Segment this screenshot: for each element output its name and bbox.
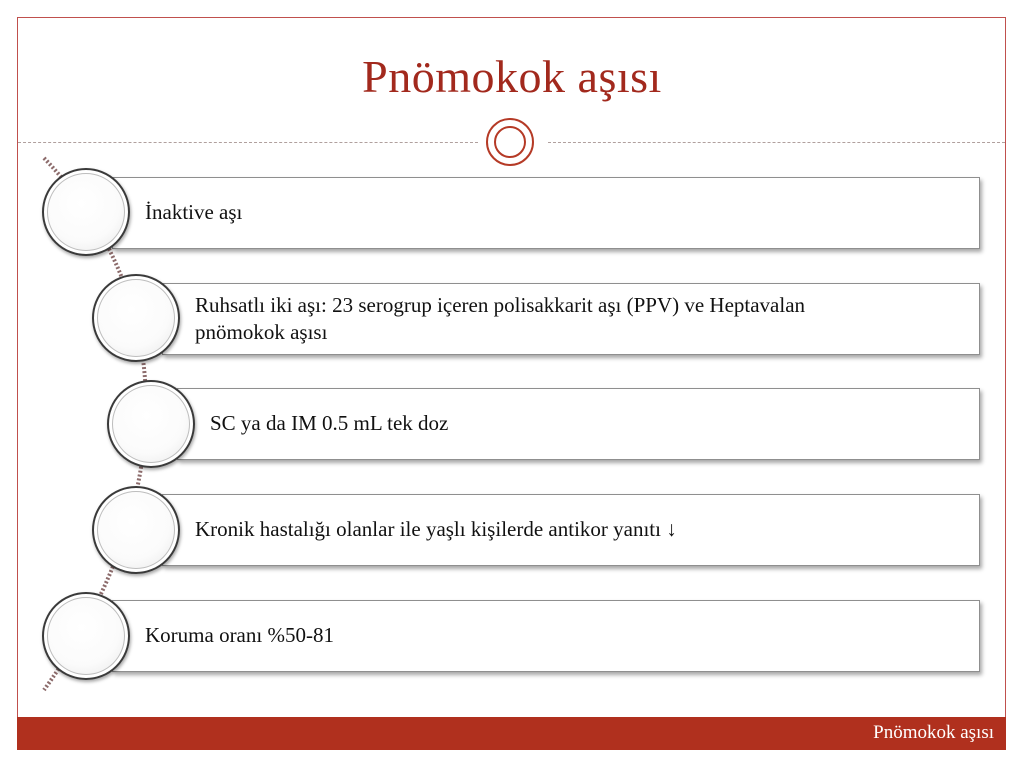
circle-bullet-icon [42,168,130,256]
footer-bar [17,717,1006,750]
footer-title: Pnömokok aşısı [873,722,994,743]
list-item-text: İnaktive aşı [145,200,243,225]
title-divider-right [548,142,1005,143]
circle-bullet-icon [42,592,130,680]
circle-ornament-inner [494,126,526,158]
list-item-text: Ruhsatlı iki aşı: 23 serogrup içeren polisakkarit aşı (PPV) ve Heptavalan pnömokok aşısı [195,292,806,344]
list-item [162,283,980,355]
list-item [162,494,980,566]
circle-bullet-icon [107,380,195,468]
list-item [112,600,980,672]
list-item-text: Koruma oranı %50-81 [145,623,334,648]
list-item [177,388,980,460]
circle-ornament-icon [486,118,534,166]
list-item-text: Kronik hastalığı olanlar ile yaşlı kişilerde antikor yanıtı ↓ [195,517,677,542]
title-divider-left [18,142,478,143]
list-item-text: SC ya da IM 0.5 mL tek doz [210,411,449,436]
circle-bullet-icon [92,486,180,574]
list-item [112,177,980,249]
circle-bullet-icon [92,274,180,362]
slide-title: Pnömokok aşısı [362,51,662,102]
